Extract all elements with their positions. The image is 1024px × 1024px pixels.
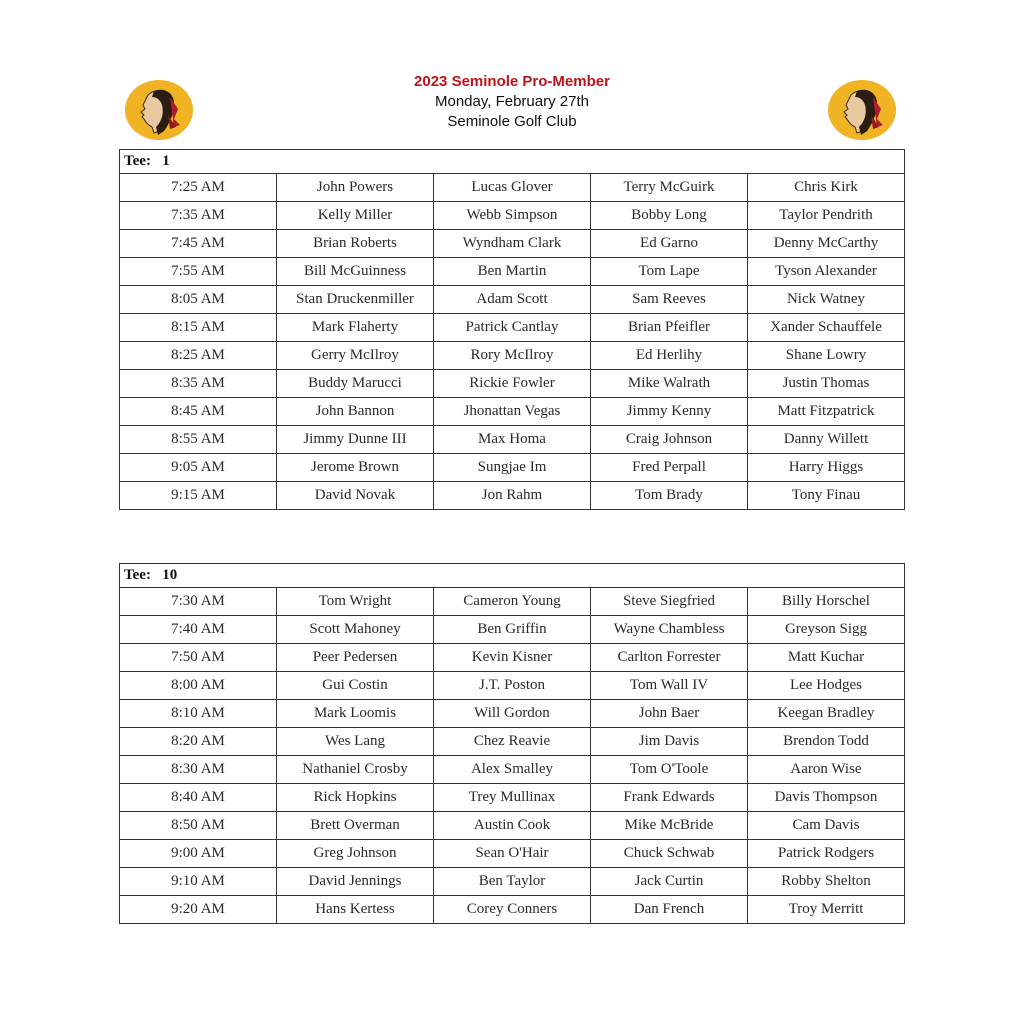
player-name: Ed Garno [591,230,748,258]
player-name: Shane Lowry [748,342,905,370]
tee-time-row [120,728,905,756]
tee-time: 8:40 AM [120,784,277,812]
player-name: Kevin Kisner [434,644,591,672]
event-venue: Seminole Golf Club [447,113,577,130]
player-name: Aaron Wise [748,756,905,784]
player-name: J.T. Poston [434,672,591,700]
tee-time-row [120,482,905,510]
tee-time-row [120,672,905,700]
player-name: Ben Martin [434,258,591,286]
player-name: David Novak [277,482,434,510]
player-name: Tom O'Toole [591,756,748,784]
player-name: Stan Druckenmiller [277,286,434,314]
player-name: Tom Lape [591,258,748,286]
player-name: Chuck Schwab [591,840,748,868]
player-name: Lucas Glover [434,174,591,202]
player-name: Jimmy Kenny [591,398,748,426]
tee-time-row [120,784,905,812]
player-name: Wes Lang [277,728,434,756]
player-name: Wyndham Clark [434,230,591,258]
tee-time-row [120,426,905,454]
player-name: Taylor Pendrith [748,202,905,230]
tee-label: Tee: 1 [120,150,905,174]
player-name: Rickie Fowler [434,370,591,398]
player-name: Brett Overman [277,812,434,840]
tee-time-row [120,314,905,342]
player-name: Mark Loomis [277,700,434,728]
tee-time: 7:35 AM [120,202,277,230]
tee-time-row [120,756,905,784]
tee-time: 7:25 AM [120,174,277,202]
tee-time: 8:35 AM [120,370,277,398]
tee-time-row [120,868,905,896]
tee-time: 9:00 AM [120,840,277,868]
player-name: Adam Scott [434,286,591,314]
tee-time-row [120,896,905,924]
event-date: Monday, February 27th [435,93,589,110]
player-name: Ben Taylor [434,868,591,896]
player-name: Bill McGuinness [277,258,434,286]
player-name: John Baer [591,700,748,728]
player-name: Lee Hodges [748,672,905,700]
player-name: Kelly Miller [277,202,434,230]
tee-time: 7:45 AM [120,230,277,258]
tee-label: Tee: 10 [120,564,905,588]
player-name: Ed Herlihy [591,342,748,370]
player-name: Carlton Forrester [591,644,748,672]
player-name: Rick Hopkins [277,784,434,812]
player-name: Frank Edwards [591,784,748,812]
tee-time: 8:50 AM [120,812,277,840]
tee-time-row [120,342,905,370]
player-name: Harry Higgs [748,454,905,482]
player-name: Brian Pfeifler [591,314,748,342]
player-name: Jerome Brown [277,454,434,482]
tee-time: 7:50 AM [120,644,277,672]
player-name: Matt Fitzpatrick [748,398,905,426]
player-name: Billy Horschel [748,588,905,616]
player-name: Trey Mullinax [434,784,591,812]
tee-time-row [120,174,905,202]
tee-time-row [120,398,905,426]
tee-time-row [120,258,905,286]
player-name: Gerry McIlroy [277,342,434,370]
tee-10-table [119,563,905,924]
tee-time: 7:55 AM [120,258,277,286]
player-name: Jhonattan Vegas [434,398,591,426]
tee-time: 8:45 AM [120,398,277,426]
player-name: Ben Griffin [434,616,591,644]
player-name: Mike McBride [591,812,748,840]
player-name: Craig Johnson [591,426,748,454]
tee-time: 8:10 AM [120,700,277,728]
player-name: Webb Simpson [434,202,591,230]
tee-time-row [120,202,905,230]
player-name: Terry McGuirk [591,174,748,202]
tee-time: 7:30 AM [120,588,277,616]
tee-1-table [119,149,905,510]
player-name: Dan French [591,896,748,924]
player-name: Brian Roberts [277,230,434,258]
tee-time-row [120,230,905,258]
tee-time: 8:15 AM [120,314,277,342]
player-name: Patrick Rodgers [748,840,905,868]
player-name: Denny McCarthy [748,230,905,258]
tee-time-row [120,286,905,314]
player-name: Gui Costin [277,672,434,700]
tee-time: 8:55 AM [120,426,277,454]
player-name: Sam Reeves [591,286,748,314]
tee-time: 8:00 AM [120,672,277,700]
player-name: Jimmy Dunne III [277,426,434,454]
player-name: Xander Schauffele [748,314,905,342]
player-name: Peer Pedersen [277,644,434,672]
player-name: Keegan Bradley [748,700,905,728]
player-name: Greyson Sigg [748,616,905,644]
player-name: Steve Siegfried [591,588,748,616]
player-name: Greg Johnson [277,840,434,868]
player-name: Cameron Young [434,588,591,616]
player-name: Max Homa [434,426,591,454]
player-name: Buddy Marucci [277,370,434,398]
player-name: Hans Kertess [277,896,434,924]
player-name: Nathaniel Crosby [277,756,434,784]
player-name: Mark Flaherty [277,314,434,342]
player-name: Will Gordon [434,700,591,728]
tee-time-row [120,616,905,644]
player-name: Tom Brady [591,482,748,510]
player-name: Justin Thomas [748,370,905,398]
player-name: Robby Shelton [748,868,905,896]
tee-time-row [120,370,905,398]
player-name: Sean O'Hair [434,840,591,868]
tee-time-row [120,700,905,728]
tee-header-row [120,150,905,174]
player-name: Jim Davis [591,728,748,756]
player-name: John Bannon [277,398,434,426]
player-name: Troy Merritt [748,896,905,924]
tee-time: 8:05 AM [120,286,277,314]
tee-time: 9:20 AM [120,896,277,924]
document-header [0,72,1024,132]
player-name: John Powers [277,174,434,202]
player-name: Davis Thompson [748,784,905,812]
player-name: Mike Walrath [591,370,748,398]
player-name: Tom Wall IV [591,672,748,700]
player-name: Jack Curtin [591,868,748,896]
player-name: Jon Rahm [434,482,591,510]
player-name: Cam Davis [748,812,905,840]
player-name: Tyson Alexander [748,258,905,286]
player-name: Chris Kirk [748,174,905,202]
tee-time-row [120,812,905,840]
player-name: Danny Willett [748,426,905,454]
tee-time-row [120,644,905,672]
player-name: Fred Perpall [591,454,748,482]
tee-time: 8:30 AM [120,756,277,784]
player-name: Tony Finau [748,482,905,510]
player-name: Tom Wright [277,588,434,616]
player-name: Sungjae Im [434,454,591,482]
player-name: Rory McIlroy [434,342,591,370]
player-name: Austin Cook [434,812,591,840]
tee-time: 9:05 AM [120,454,277,482]
tee-time: 8:20 AM [120,728,277,756]
player-name: Bobby Long [591,202,748,230]
tee-time: 7:40 AM [120,616,277,644]
tee-header-row [120,564,905,588]
player-name: Brendon Todd [748,728,905,756]
tee-time-row [120,454,905,482]
player-name: Scott Mahoney [277,616,434,644]
tee-time: 9:15 AM [120,482,277,510]
tee-time: 9:10 AM [120,868,277,896]
player-name: Alex Smalley [434,756,591,784]
player-name: David Jennings [277,868,434,896]
tee-time: 8:25 AM [120,342,277,370]
player-name: Matt Kuchar [748,644,905,672]
player-name: Wayne Chambless [591,616,748,644]
player-name: Chez Reavie [434,728,591,756]
tee-time-row [120,588,905,616]
player-name: Nick Watney [748,286,905,314]
tee-time-row [120,840,905,868]
event-title: 2023 Seminole Pro-Member [414,73,610,90]
player-name: Patrick Cantlay [434,314,591,342]
player-name: Corey Conners [434,896,591,924]
